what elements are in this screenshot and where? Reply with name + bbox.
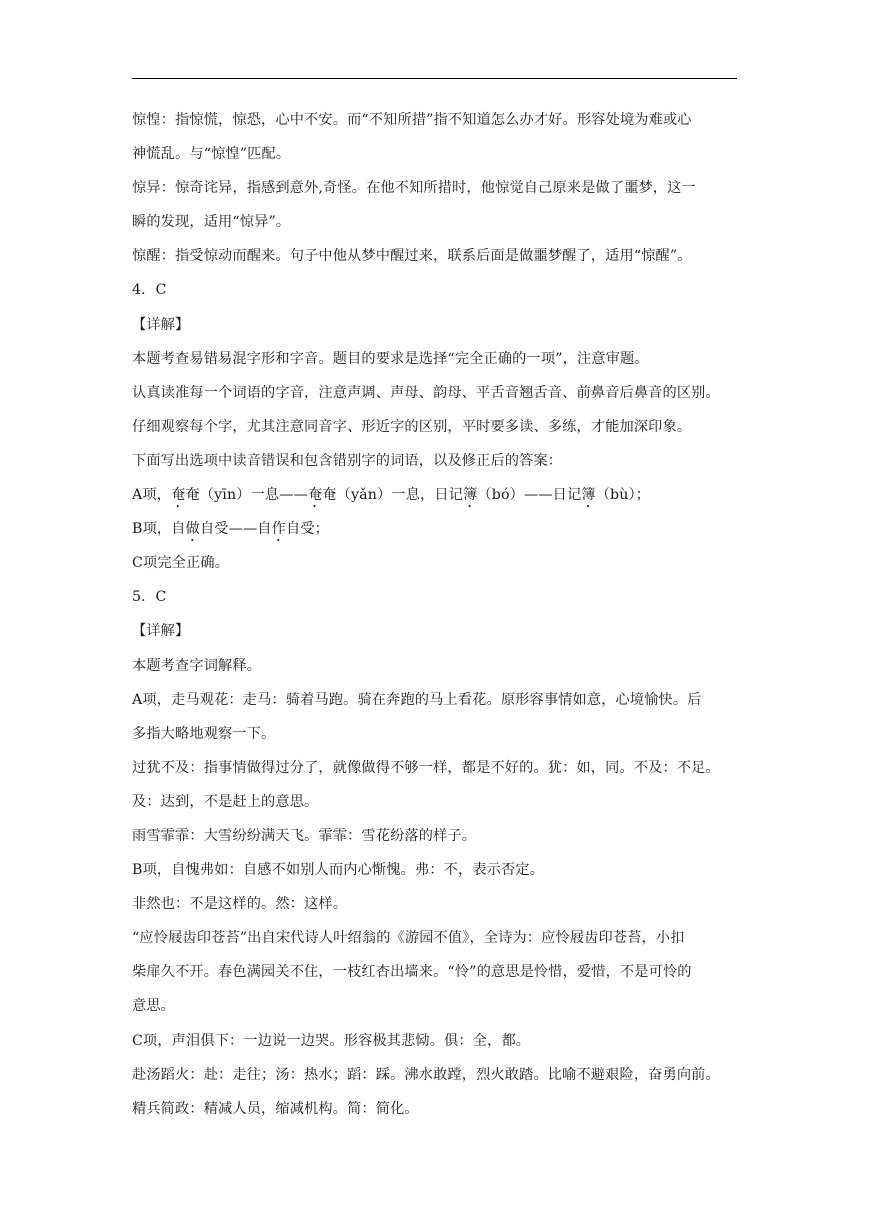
text-line: 本题考查易错易混字形和字音。题目的要求是选择“完全正确的一项”，注意审题。 [132,350,649,367]
text-line: 多指大略地观察一下。 [132,725,276,742]
option-a-line [132,483,744,517]
emphasized-char: 簿 [463,487,478,504]
text-segment: A项， [132,487,172,504]
text-line: 及：达到，不是赶上的意思。 [132,793,319,810]
text-segment: 自受——自 [199,521,272,538]
text-segment: 奄（yīn）一息—— [185,487,308,504]
emphasized-char: 作 [271,521,286,538]
text-line: 瞬的发现，适用“惊异”。 [132,214,291,231]
text-line: 精兵简政：精减人员，缩减机构。简：简化。 [132,1100,419,1117]
text-segment: 奄（yǎn）一息，日记 [322,487,464,504]
emphasized-char: 做 [185,521,200,538]
text-line: 赴汤蹈火：赴：走往；汤：热水；蹈：踩。沸水敢蹚，烈火敢踏。比喻不避艰险，奋勇向前。 [132,1066,720,1083]
text-line: 雨雪霏霏：大雪纷纷满天飞。霏霏：雪花纷落的样子。 [132,827,477,844]
text-line: 仔细观察每个字，尤其注意同音字、形近字的区别，平时要多读、多练，才能加深印象。 [132,418,692,435]
emphasized-char: 簿 [581,487,596,504]
document-body [132,108,744,1131]
text-line: 惊醒：指受惊动而醒来。句子中他从梦中醒过来，联系后面是做噩梦醒了，适用“惊醒”。 [132,248,692,265]
emphasized-char: 奄 [307,487,323,504]
text-line: 过犹不及：指事情做得过分了，就像做得不够一样，都是不好的。犹：如，同。不及：不足。 [132,759,720,776]
text-line: 神慌乱。与“惊惶”匹配。 [132,146,291,163]
text-line: B项，自愧弗如：自感不如别人而内心惭愧。弗：不，表示否定。 [132,862,545,879]
header-rule [132,78,737,79]
text-line: 惊异：惊奇诧异，指感到意外,奇怪。在他不知所措时，他惊觉自己原来是做了噩梦，这一 [132,180,696,197]
text-line: 惊惶：指惊慌，惊恐，心中不安。而“不知所措”指不知道怎么办才好。形容处境为难或心 [132,112,692,128]
text-line: 本题考查字词解释。 [132,657,262,674]
section-heading: 【详解】 [132,316,190,333]
text-line: 下面写出选项中读音错误和包含错别字的词语，以及修正后的答案： [132,452,563,469]
text-line: 意思。 [132,998,176,1015]
emphasized-char: 奄 [171,487,186,504]
text-line: 非然也：不是这样的。然：这样。 [132,896,348,913]
text-line: “应怜屐齿印苍苔”出自宋代诗人叶绍翁的《游园不值》，全诗为：应怜屐齿印苍苔，小扣 [132,930,685,947]
text-line: 柴扉久不开。春色满园关不住，一枝红杏出墙来。“怜”的意思是怜惜，爱惜，不是可怜的 [132,964,692,981]
text-segment: 自受； [285,521,329,538]
text-segment: B项，自 [132,521,186,538]
text-segment: （bù）； [595,487,651,504]
text-line: C项，声泪俱下：一边说一边哭。形容极其悲恸。俱：全，都。 [132,1032,531,1049]
option-b-line [132,517,744,551]
question-number: 4．C [132,282,167,299]
text-line: A项，走马观花：走马：骑着马跑。骑在奔跑的马上看花。原形容事情如意，心境愉快。后 [132,691,702,708]
text-segment: （bó）——日记 [477,487,582,504]
question-number: 5．C [132,589,167,606]
section-heading: 【详解】 [132,623,190,640]
text-line: C项完全正确。 [132,555,230,572]
text-line: 认真读准每一个词语的字音，注意声调、声母、韵母、平舌音翘舌音、前鼻音后鼻音的区别。 [132,384,720,401]
